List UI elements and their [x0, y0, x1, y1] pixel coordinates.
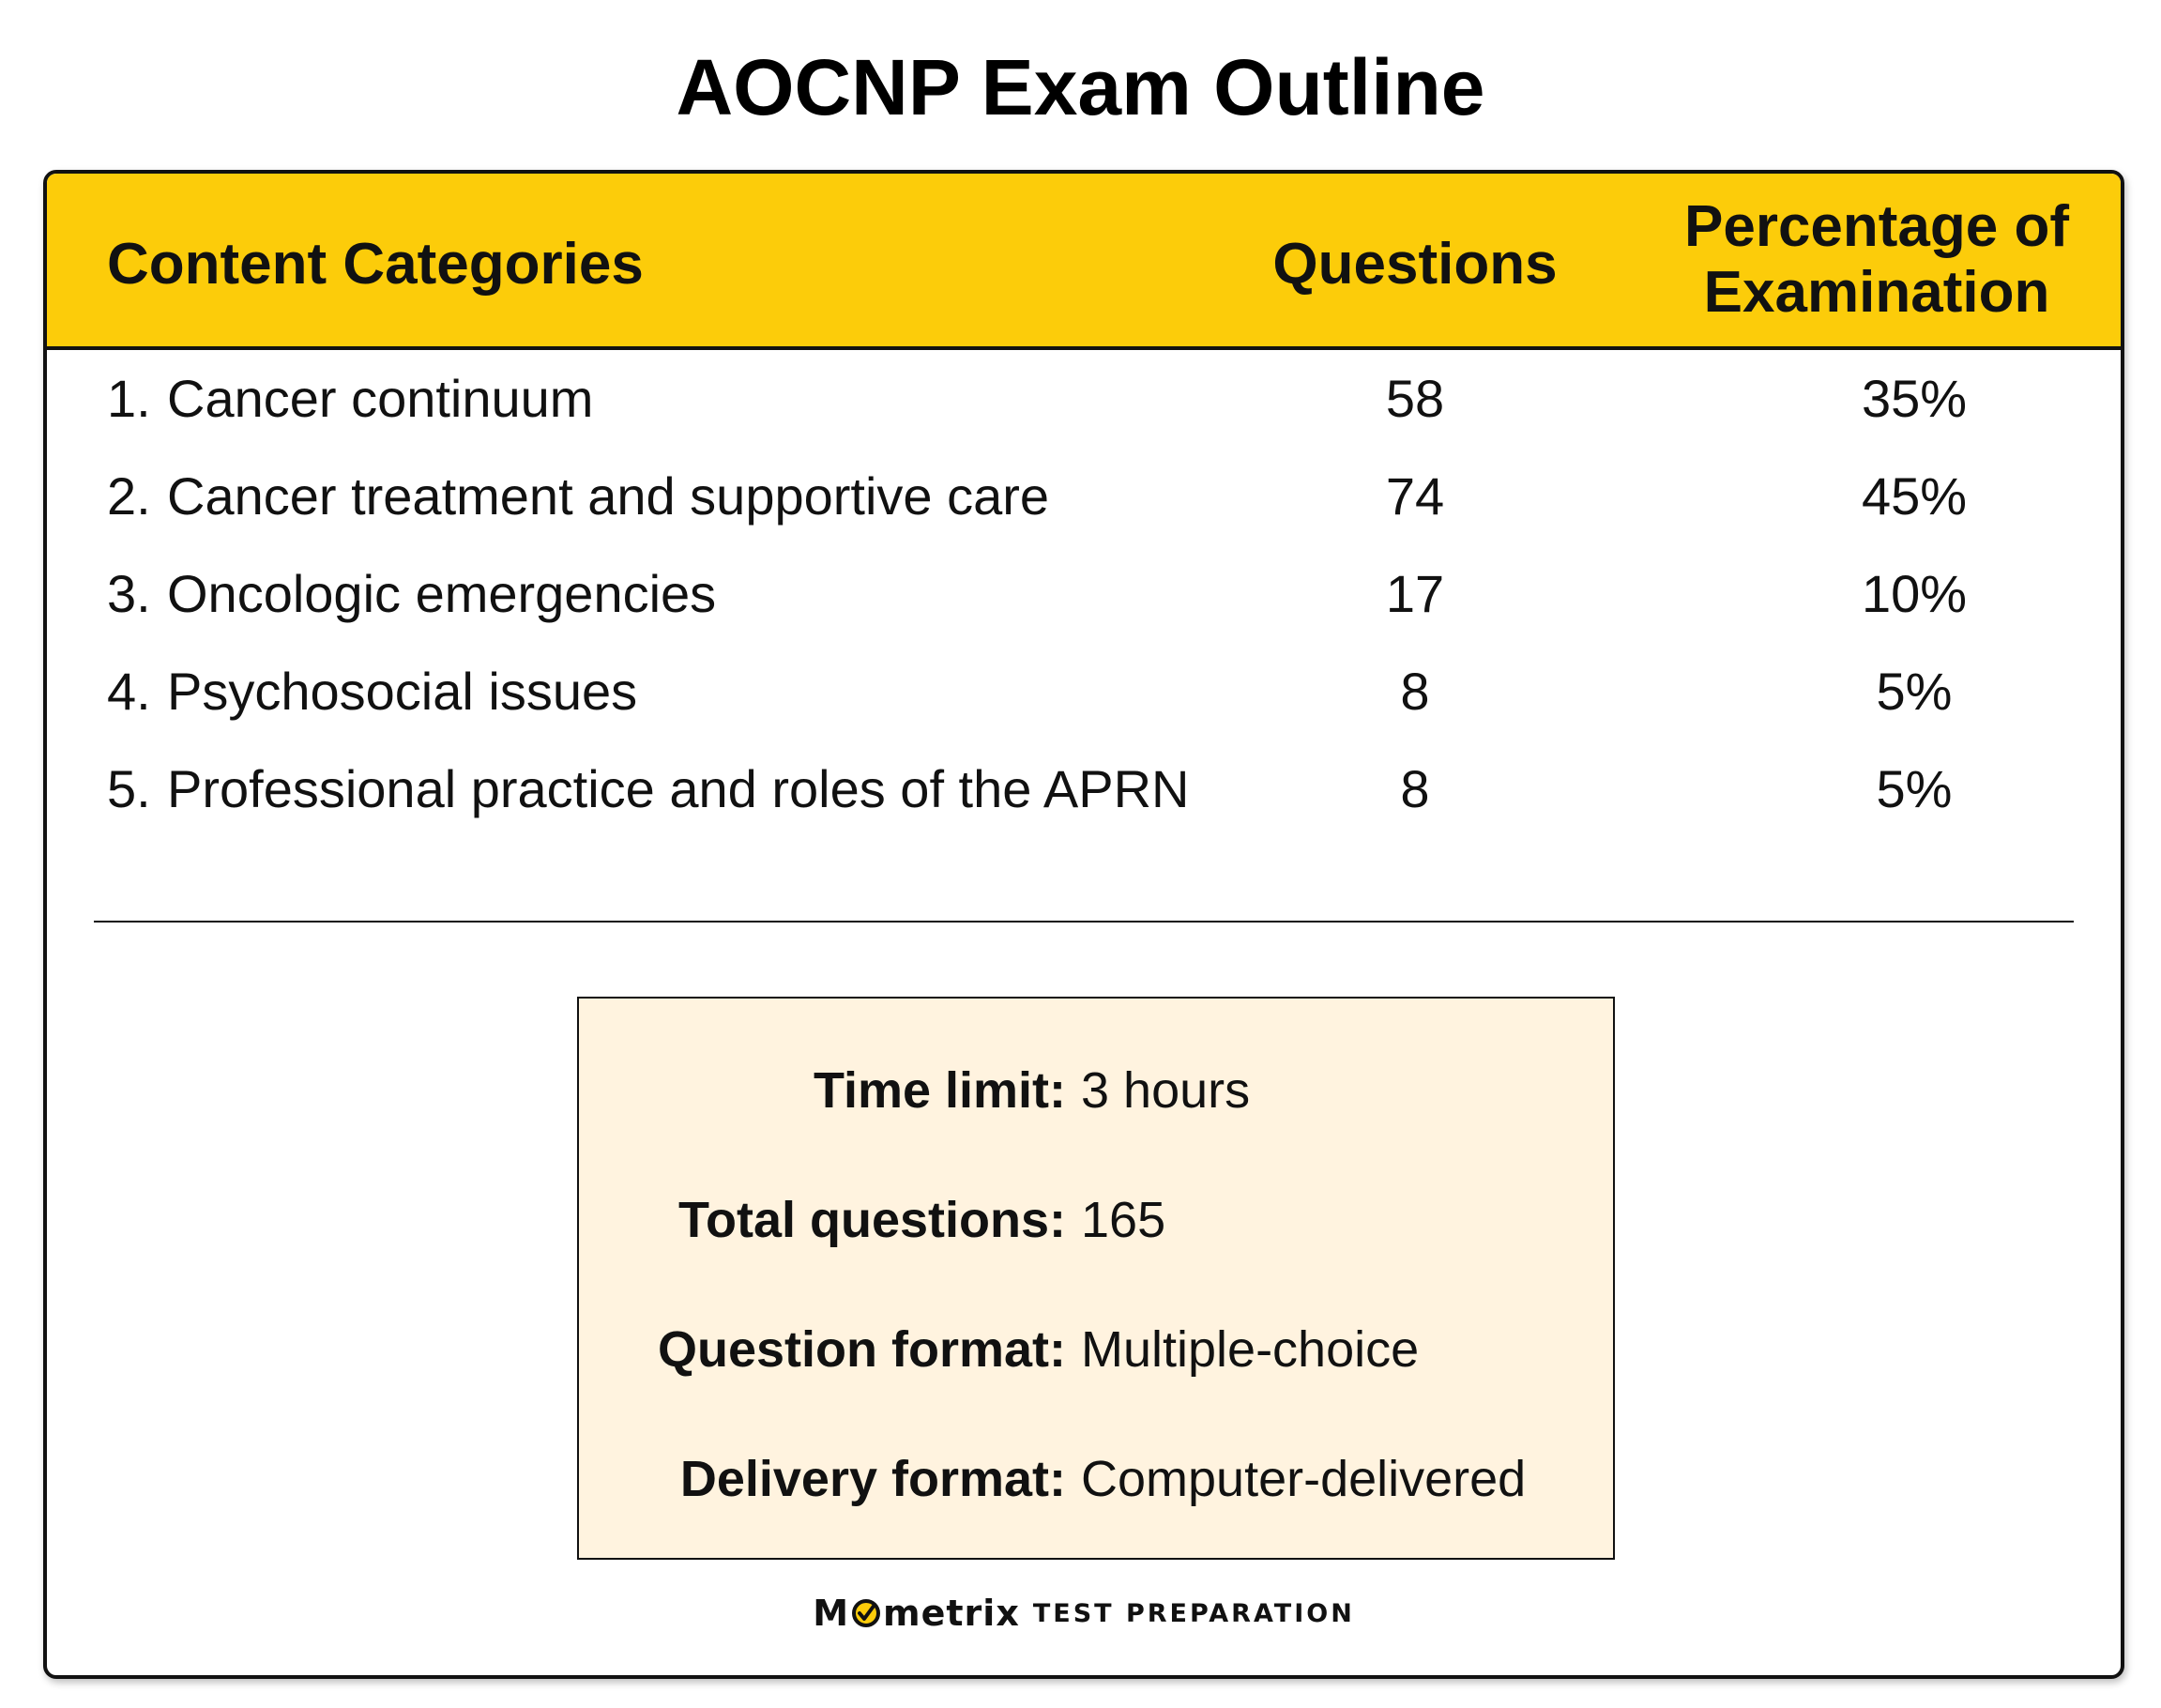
exam-outline-card — [43, 170, 2124, 1679]
row-category: Cancer treatment and supportive care — [167, 466, 1050, 526]
row-percent: 5% — [1876, 759, 1953, 818]
info-label: Question format: — [657, 1321, 1066, 1378]
table-row — [47, 740, 2121, 838]
section-divider — [94, 921, 2074, 923]
table-row — [47, 643, 2121, 740]
header-percentage — [1623, 194, 2124, 326]
header-questions: Questions — [1272, 232, 1558, 297]
table-header — [47, 174, 2121, 350]
brand-name-part1: M — [813, 1593, 850, 1634]
info-row-total-questions — [579, 1182, 1613, 1258]
header-percentage-line1: Percentage of — [1683, 194, 2070, 259]
mometrix-logo — [47, 1593, 2121, 1634]
header-content-categories: Content Categories — [107, 232, 644, 297]
row-questions: 17 — [1385, 564, 1445, 623]
row-number: 5. — [107, 759, 151, 818]
table-row — [47, 545, 2121, 643]
info-value: 3 hours — [1081, 1062, 1251, 1119]
row-number: 3. — [107, 564, 151, 623]
row-number: 4. — [107, 662, 151, 721]
row-category: Psychosocial issues — [167, 662, 638, 721]
info-row-delivery-format — [579, 1441, 1613, 1517]
row-category: Cancer continuum — [167, 369, 594, 428]
checkmark-circle-icon — [850, 1597, 882, 1629]
row-questions: 74 — [1385, 466, 1445, 526]
info-label: Total questions: — [678, 1192, 1066, 1248]
row-number: 1. — [107, 369, 151, 428]
brand-name-part2: metrix — [883, 1593, 1020, 1634]
info-row-time-limit — [579, 1053, 1613, 1128]
info-label: Time limit: — [813, 1062, 1066, 1119]
info-value: Computer-delivered — [1081, 1451, 1527, 1507]
exam-info-box — [577, 997, 1615, 1560]
row-number: 2. — [107, 466, 151, 526]
row-percent: 10% — [1861, 564, 1968, 623]
row-category: Professional practice and roles of the APRN — [167, 759, 1190, 818]
row-percent: 35% — [1861, 369, 1968, 428]
brand-tagline: TEST PREPARATION — [1032, 1598, 1355, 1628]
info-value: Multiple-choice — [1081, 1321, 1420, 1378]
row-questions: 8 — [1400, 759, 1430, 818]
row-percent: 5% — [1876, 662, 1953, 721]
row-percent: 45% — [1861, 466, 1968, 526]
row-questions: 58 — [1385, 369, 1445, 428]
header-percentage-line2: Examination — [1703, 260, 2050, 325]
table-row — [47, 350, 2121, 448]
row-category: Oncologic emergencies — [167, 564, 717, 623]
info-row-question-format — [579, 1312, 1613, 1387]
info-label: Delivery format: — [679, 1451, 1066, 1507]
page-title: AOCNP Exam Outline — [676, 43, 1485, 131]
info-value: 165 — [1081, 1192, 1166, 1248]
row-questions: 8 — [1400, 662, 1430, 721]
table-row — [47, 448, 2121, 545]
